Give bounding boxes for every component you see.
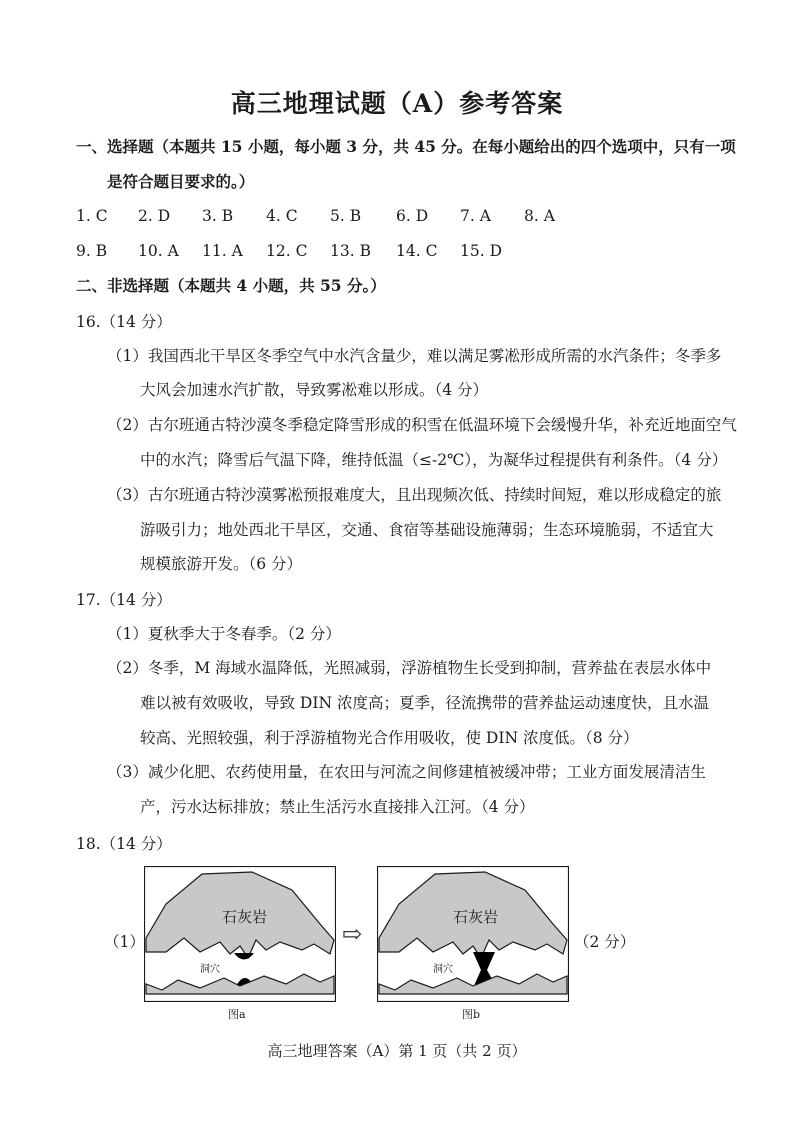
q16-p1-line2: 大风会加速水汽扩散，导致雾凇难以形成。（4 分） bbox=[140, 381, 489, 399]
figure-a bbox=[144, 866, 336, 1002]
q17-p3-line1: （3）减少化肥、农药使用量，在农田与河流之间修建植被缓冲带；工业方面发展清洁生 bbox=[107, 763, 706, 781]
cave-diagram-b bbox=[377, 866, 569, 1002]
page-footer: 高三地理答案（A）第 1 页（共 2 页） bbox=[267, 1042, 527, 1060]
mc-answer: 3. B bbox=[202, 207, 234, 225]
q18-label: 18.（14 分） bbox=[76, 835, 172, 853]
cave-diagram-a bbox=[144, 866, 336, 1002]
mc-answer: 1. C bbox=[76, 207, 108, 225]
mc-answer: 13. B bbox=[330, 242, 371, 260]
mc-answer: 7. A bbox=[460, 207, 491, 225]
q18-part-label: （1） bbox=[104, 933, 145, 951]
rock-label: 石灰岩 bbox=[453, 908, 499, 926]
q16-p2-line1: （2）古尔班通古特沙漠冬季稳定降雪形成的积雪在低温环境下会缓慢升华，补充近地面空气 bbox=[107, 416, 737, 434]
q17-p3-line2: 产，污水达标排放；禁止生活污水直接排入江河。（4 分） bbox=[140, 798, 535, 816]
figure-b bbox=[377, 866, 569, 1002]
q16-p1-line1: （1）我国西北干旱区冬季空气中水汽含量少，难以满足雾凇形成所需的水汽条件；冬季多 bbox=[107, 347, 722, 365]
q16-p3-line3: 规模旅游开发。（6 分） bbox=[140, 555, 303, 573]
section2-heading: 二、非选择题（本题共 4 小题，共 55 分。） bbox=[76, 276, 386, 295]
mc-answer: 5. B bbox=[330, 207, 362, 225]
q16-label: 16.（14 分） bbox=[76, 313, 172, 331]
mc-answer: 2. D bbox=[138, 207, 171, 225]
section1-heading-line1: 一、选择题（本题共 15 小题，每小题 3 分，共 45 分。在每小题给出的四个选项中，只有一项 bbox=[76, 137, 736, 156]
mc-answer: 15. D bbox=[460, 242, 503, 260]
page-title: 高三地理试题（A）参考答案 bbox=[230, 89, 564, 118]
mc-answer: 9. B bbox=[76, 242, 108, 260]
q17-p2-line1: （2）冬季，M 海域水温降低，光照减弱，浮游植物生长受到抑制，营养盐在表层水体中 bbox=[107, 659, 712, 677]
cave-label: 洞穴 bbox=[433, 964, 453, 975]
cave-label: 洞穴 bbox=[200, 964, 220, 975]
mc-answers-row2 bbox=[76, 241, 716, 263]
q18-score: （2 分） bbox=[574, 933, 636, 951]
mc-answers-row1 bbox=[76, 206, 716, 228]
q16-p3-line1: （3）古尔班通古特沙漠雾凇预报难度大，且出现频次低、持续时间短，难以形成稳定的旅 bbox=[107, 486, 722, 504]
mc-answer: 12. C bbox=[266, 242, 308, 260]
q16-p3-line2: 游吸引力；地处西北干旱区，交通、食宿等基础设施薄弱；生态环境脆弱，不适宜大 bbox=[140, 521, 714, 539]
mc-answer: 10. A bbox=[138, 242, 179, 260]
rock-label: 石灰岩 bbox=[222, 908, 268, 926]
mc-answer: 4. C bbox=[266, 207, 298, 225]
mc-answer: 6. D bbox=[396, 207, 429, 225]
q17-p2-line3: 较高、光照较强，利于浮游植物光合作用吸收，使 DIN 浓度低。（8 分） bbox=[140, 729, 639, 747]
transition-arrow-icon: ⇨ bbox=[342, 920, 363, 948]
figure-b-caption: 图b bbox=[462, 1008, 481, 1021]
figure-a-caption: 图a bbox=[228, 1008, 246, 1021]
section1-heading-line2: 是符合题目要求的。） bbox=[107, 172, 255, 191]
q17-p1-line1: （1）夏秋季大于冬春季。（2 分） bbox=[107, 625, 341, 643]
q16-p2-line2: 中的水汽；降雪后气温下降，维持低温（≤-2℃），为凝华过程提供有利条件。（4 分） bbox=[140, 451, 728, 469]
q17-label: 17.（14 分） bbox=[76, 591, 172, 609]
mc-answer: 11. A bbox=[202, 242, 243, 260]
mc-answer: 8. A bbox=[524, 207, 555, 225]
q17-p2-line2: 难以被有效吸收，导致 DIN 浓度高；夏季，径流携带的营养盐运动速度快，且水温 bbox=[140, 694, 709, 712]
mc-answer: 14. C bbox=[396, 242, 438, 260]
